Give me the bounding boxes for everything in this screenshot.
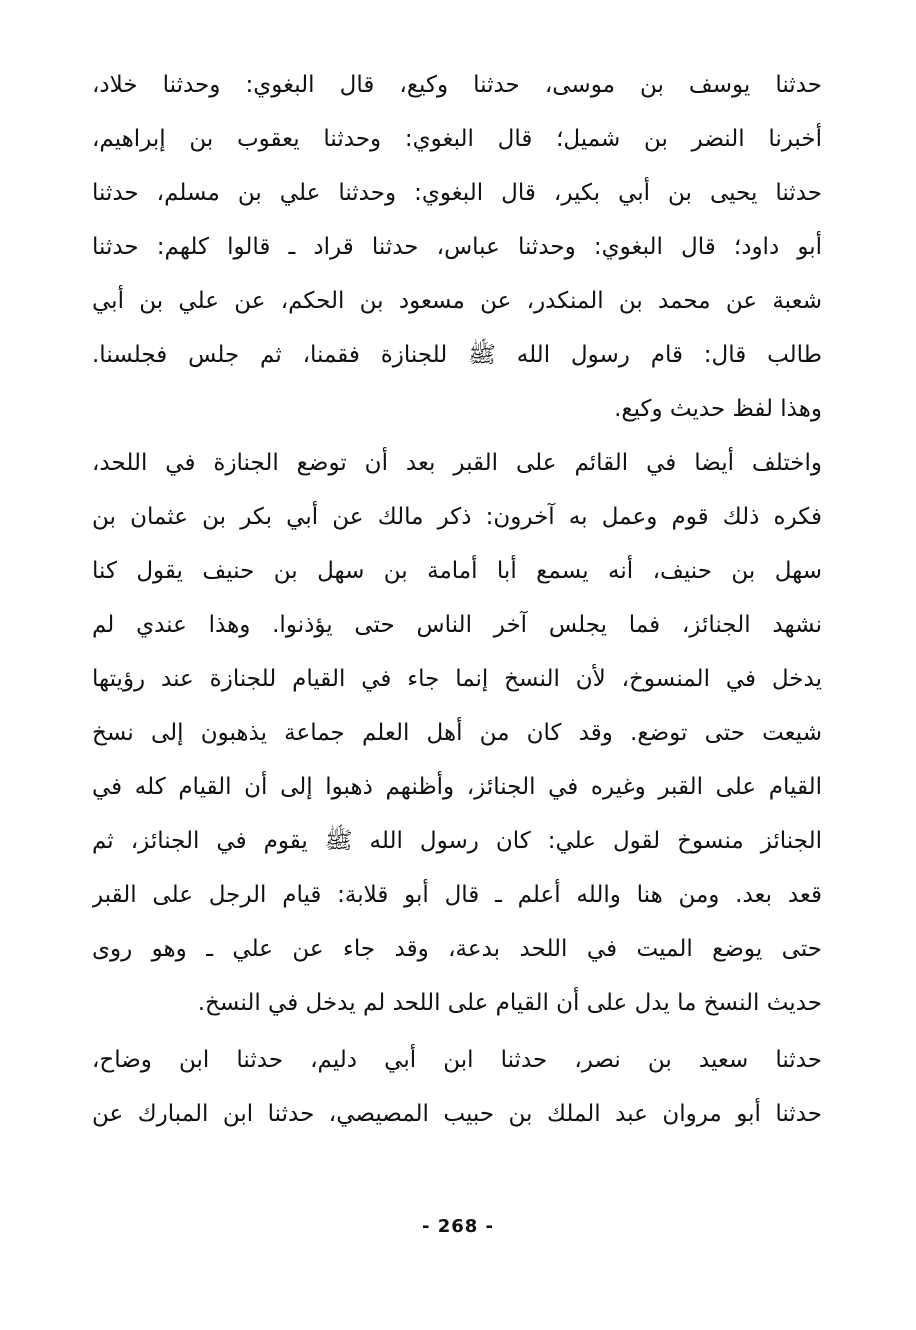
text-line: حدثنا يوسف بن موسى، حدثنا وكيع، قال البغوي: وحدثنا خلاد،	[92, 72, 822, 98]
text-line: واختلف أيضا في القائم على القبر بعد أن توضع الجنازة في اللحد،	[92, 450, 822, 476]
text-line: أخبرنا النضر بن شميل؛ قال البغوي: وحدثنا يعقوب بن إبراهيم،	[92, 126, 822, 152]
text-line: حدثنا سعيد بن نصر، حدثنا ابن أبي دليم، حدثنا ابن وضاح،	[92, 1047, 822, 1073]
text-line: أبو داود؛ قال البغوي: وحدثنا عباس، حدثنا قراد ـ قالوا كلهم: حدثنا	[92, 234, 822, 260]
text-line: الجنائز منسوخ لقول علي: كان رسول الله ﷺ يقوم في الجنائز، ثم	[92, 828, 822, 854]
text-line: يدخل في المنسوخ، لأن النسخ إنما جاء في القيام للجنازة عند رؤيتها	[92, 666, 822, 692]
text-line: القيام على القبر وغيره في الجنائز، وأظنهم ذهبوا إلى أن القيام كله في	[92, 774, 822, 800]
text-line: سهل بن حنيف، أنه يسمع أبا أمامة بن سهل بن حنيف يقول كنا	[92, 558, 822, 584]
paragraph-1	[92, 58, 822, 436]
text-line: طالب قال: قام رسول الله ﷺ للجنازة فقمنا، ثم جلس فجلسنا.	[92, 342, 822, 368]
paragraph-2	[92, 436, 822, 1030]
text-line: فكره ذلك قوم وعمل به آخرون: ذكر مالك عن أبي بكر بن عثمان بن	[92, 504, 822, 530]
text-line: حديث النسخ ما يدل على أن القيام على اللحد لم يدخل في النسخ.	[197, 990, 822, 1016]
text-line: حتى يوضع الميت في اللحد بدعة، وقد جاء عن علي ـ وهو روى	[92, 936, 822, 962]
text-line: حدثنا أبو مروان عبد الملك بن حبيب المصيصي، حدثنا ابن المبارك عن	[92, 1101, 822, 1127]
text-line: قعد بعد. ومن هنا والله أعلم ـ قال أبو قلابة: قيام الرجل على القبر	[92, 882, 822, 908]
text-line: شعبة عن محمد بن المنكدر، عن مسعود بن الحكم، عن علي بن أبي	[92, 288, 822, 314]
page-number: - 268 -	[421, 1216, 495, 1237]
text-line: نشهد الجنائز، فما يجلس آخر الناس حتى يؤذنوا. وهذا عندي لم	[92, 612, 822, 638]
text-line: وهذا لفظ حديث وكيع.	[614, 396, 822, 422]
paragraph-3	[92, 1033, 822, 1141]
text-line: حدثنا يحيى بن أبي بكير، قال البغوي: وحدثنا علي بن مسلم، حدثنا	[92, 180, 822, 206]
text-line: شيعت حتى توضع. وقد كان من أهل العلم جماعة يذهبون إلى نسخ	[92, 720, 822, 746]
